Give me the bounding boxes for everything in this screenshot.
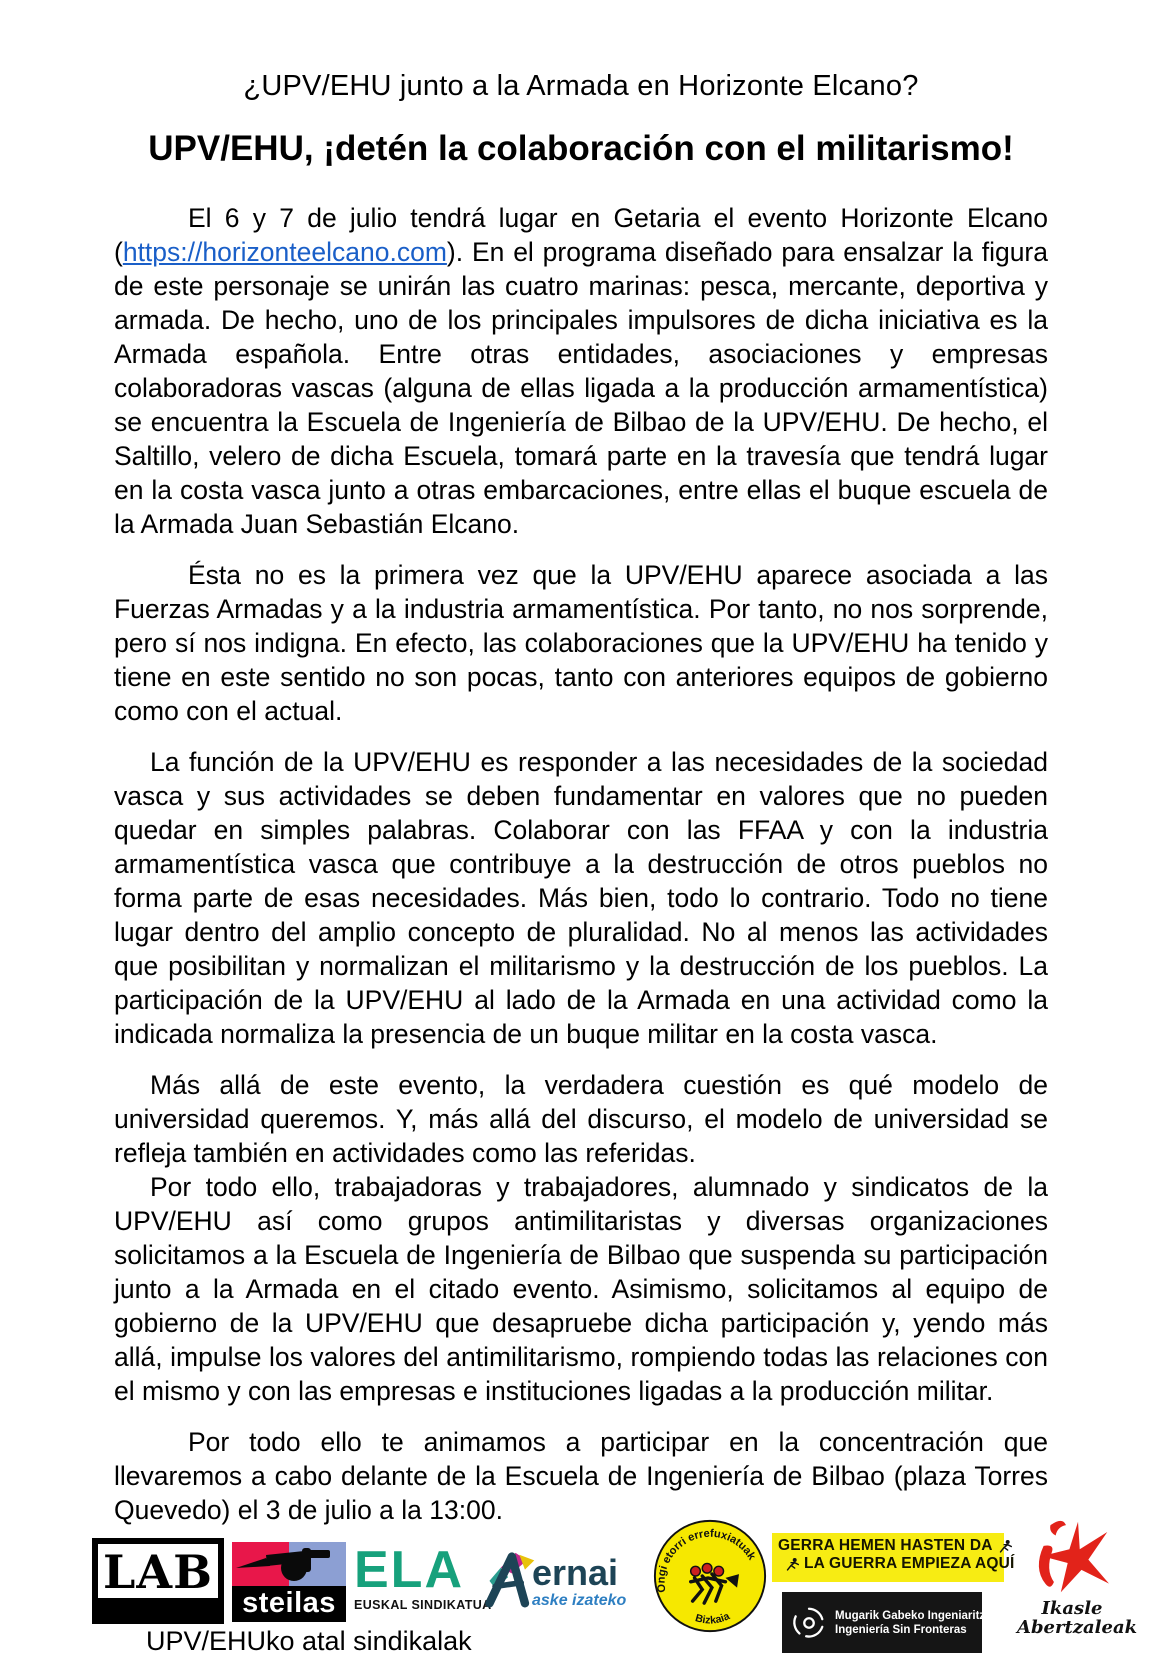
paragraph-1-text-pre: El 6 y 7 de julio tendrá lugar en Getaria el evento Horizonte Elcano ( [114,203,1048,267]
paragraphs-container [114,201,1048,1527]
page-headline: UPV/EHU, ¡detén la colaboración con el militarismo! [148,129,1014,168]
swirl-icon [790,1604,828,1642]
refugees-bottom-text: Bizkaia [693,1610,732,1627]
isf-line1: Mugarik Gabeko Ingeniaritza [835,1609,992,1622]
steilas-union-logo [232,1542,346,1622]
paragraph-1 [114,201,1048,541]
ongi-etorri-errefuxiatuak-logo [652,1518,768,1634]
runner-icon [783,1557,801,1572]
lab-frame [92,1538,224,1604]
war-starts-here-banner [772,1533,1015,1582]
fist-pencil-icon [232,1542,346,1586]
war-banner-line1: GERRA HEMEN HASTEN DA [778,1537,993,1554]
star-a-icon [1024,1520,1120,1594]
war-banner-line2: LA GUERRA EMPIEZA AQUÍ [804,1555,1015,1572]
horizonte-elcano-link[interactable]: https://horizonteelcano.com [122,237,447,267]
document-body [114,70,1048,1527]
page-title: ¿UPV/EHU junto a la Armada en Horizonte Elcano? [243,70,919,102]
lab-union-logo [92,1538,224,1624]
ela-logo-subtext: EUSKAL SINDIKATUA [354,1598,492,1612]
ernai-logo-subtext: aske izateko [532,1592,627,1609]
paragraph-2: Ésta no es la primera vez que la UPV/EHU aparece asociada a las Fuerzas Armadas y a la industria armamentística. Por tanto, no nos sorprende, pero sí nos indigna. En efecto, las colaboraciones que la UPV/EHU ha tenido y tiene en este sentido no son pocas, tanto con anteriores equipos de gobierno como con el actual. [114,560,1048,726]
refugees-arc-text: Ongi etorri errefuxiatuak [655,1527,758,1594]
paragraph-3: La función de la UPV/EHU es responder a las necesidades de la sociedad vasca y sus actividades se deben fundamentar en valores que no pueden quedar en simples palabras. Colaborar con las FFAA y con la industria armamentística vasca que contribuye a la destrucción de otros pueblos no forma parte de esas necesidades. Más bien, todo lo contrario. Todo no tiene lugar dentro del amplio concepto de pluralidad. No al menos las actividades que posibilitan y normalizan el militarismo y la destrucción de los pueblos. La participación de la UPV/EHU al lado de la Armada en una actividad como la indicada normaliza la presencia de un buque militar en la costa vasca. [114,747,1048,1049]
war-banner-row-1 [778,1537,998,1555]
footer-caption: UPV/EHUko atal sindikalak [146,1626,472,1656]
steilas-logo-top [232,1542,346,1586]
ingenieria-sin-fronteras-banner [782,1592,992,1653]
isf-words [835,1609,992,1637]
paragraph-6: Por todo ello te animamos a participar en la concentración que llevaremos a cabo delante de la Escuela de Ingeniería de Bilbao (plaza Torres Quevedo) el 3 de julio a la 13:00. [114,1427,1048,1525]
paragraph-4: Más allá de este evento, la verdadera cuestión es qué modelo de universidad queremos. Y, más allá del discurso, el modelo de universidad se refleja también en actividades como las referidas. [114,1070,1048,1168]
isf-line2: Ingeniería Sin Fronteras [835,1623,967,1636]
ernai-words [532,1552,627,1610]
ela-logo-text: ELA [354,1541,464,1599]
ela-union-logo [354,1541,492,1612]
ernai-a-icon [482,1548,538,1610]
steilas-logo-text: steilas [242,1587,336,1619]
paragraph-5: Por todo ello, trabajadoras y trabajadores, alumnado y sindicatos de la UPV/EHU así como grupos antimilitaristas y diversas organizaciones solicitamos a la Escuela de Ingeniería de Bilbao que suspenda su participación junto a la Armada en el citado evento. Asimismo, solicitamos al equipo de gobierno de la UPV/EHU que desapruebe dicha participación y, yendo más allá, impulse los valores del antimilitarismo, rompiendo todas las relaciones con el mismo y con las empresas e instituciones ligadas a la producción militar. [114,1172,1048,1406]
ernai-logo-text: ernai [532,1552,619,1593]
ikasle-logo-text: Ikasle Abertzaleak [1017,1598,1138,1638]
lab-logo-text: LAB [103,1545,213,1599]
running-refugees-icon [652,1518,768,1634]
war-banner-row-2 [778,1555,1015,1573]
steilas-logo-bottom [232,1586,346,1622]
ikasle-abertzaleak-logo [1008,1520,1136,1637]
lab-logo-strip [92,1604,224,1624]
ernai-logo [482,1548,632,1610]
paragraph-1-text-post: ). En el programa diseñado para ensalzar la figura de este personaje se unirán las cuatro marinas: pesca, mercante, deportiva y armada. De hecho, uno de los principales impulsores de dicha iniciativa es la Armada española. Entre otras entidades, asociaciones y empresas colaboradoras vascas (alguna de ellas ligada a la producción armamentística) se encuentra la Escuela de Ingeniería de Bilbao de la UPV/EHU. De hecho, el Saltillo, velero de dicha Escuela, tomará parte en la travesía que tendrá lugar en la costa vasca junto a otras embarcaciones, entre ellas el buque escuela de la Armada Juan Sebastián Elcano. [114,237,1048,539]
